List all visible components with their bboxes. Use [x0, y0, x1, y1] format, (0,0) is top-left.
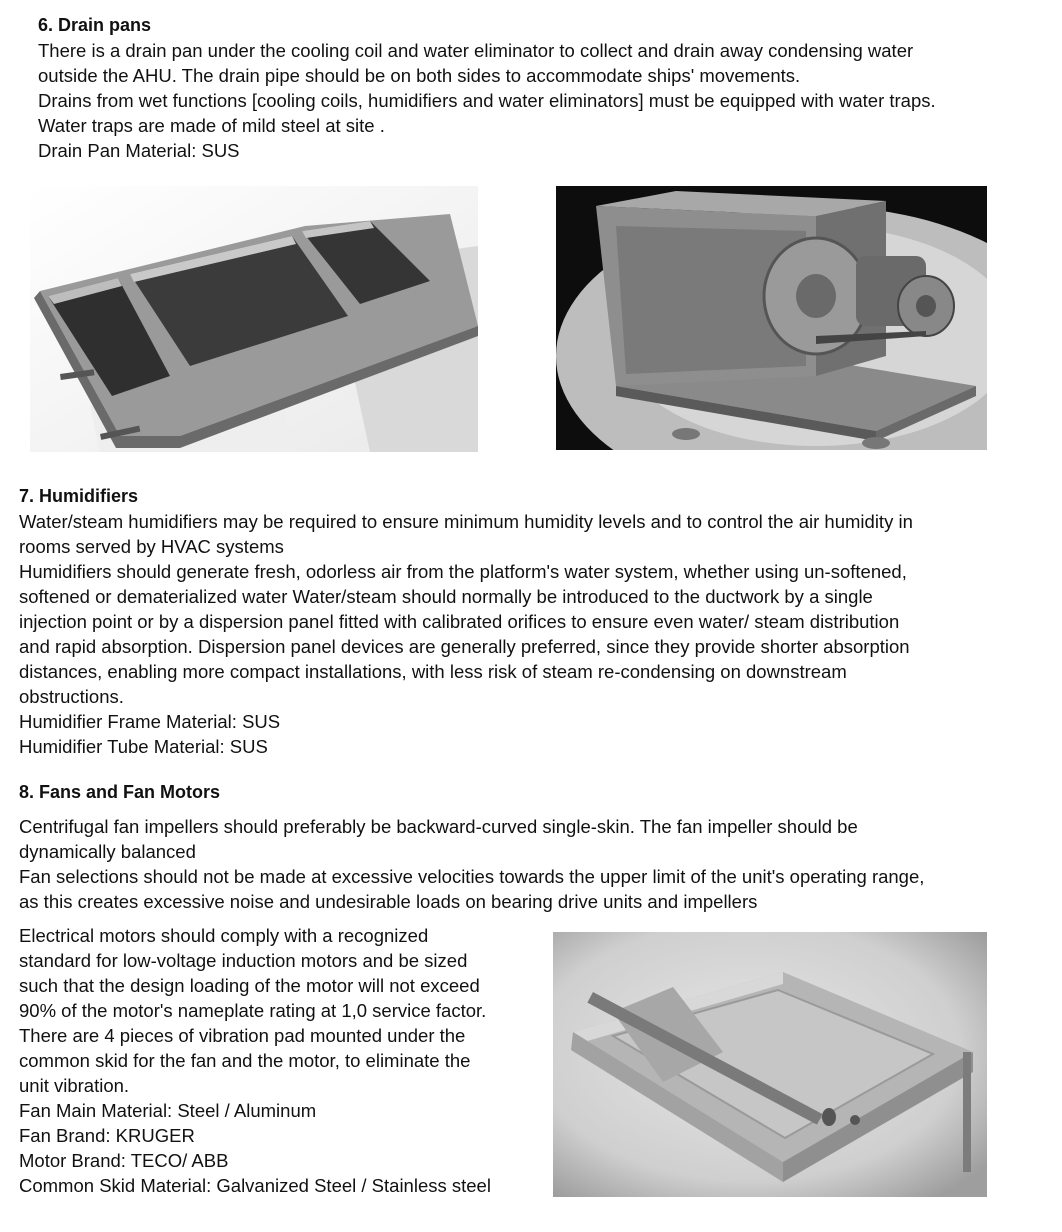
paragraph-line: as this creates excessive noise and undesirable loads on bearing drive units and impellers — [19, 891, 758, 912]
paragraph-line: Electrical motors should comply with a recognized — [19, 925, 429, 946]
paragraph-line: Fan Main Material: Steel / Aluminum — [19, 1100, 317, 1121]
paragraph-line: injection point or by a dispersion panel fitted with calibrated orifices to ensure even water/ steam distribution — [19, 611, 900, 632]
drain-pan-figure — [30, 186, 478, 452]
fan-motor-figure — [556, 186, 987, 450]
paragraph-line: Centrifugal fan impellers should preferably be backward-curved single-skin. The fan impeller should be — [19, 816, 858, 837]
paragraph-line: There are 4 pieces of vibration pad mounted under the — [19, 1025, 466, 1046]
paragraph-line: Fan selections should not be made at excessive velocities towards the upper limit of the unit's operating range, — [19, 866, 925, 887]
paragraph-line: There is a drain pan under the cooling coil and water eliminator to collect and drain away condensing water — [38, 40, 914, 61]
paragraph-line: Humidifier Tube Material: SUS — [19, 736, 268, 757]
section-7-title: 7. Humidifiers — [19, 486, 139, 506]
paragraph-line: and rapid absorption. Dispersion panel devices are generally preferred, since they provide shorter absorption — [19, 636, 910, 657]
section-7-body — [19, 509, 913, 759]
paragraph-line: distances, enabling more compact installations, with less risk of steam re-condensing on downstream — [19, 661, 847, 682]
paragraph-line: Drain Pan Material: SUS — [38, 140, 240, 161]
paragraph-line: obstructions. — [19, 686, 124, 707]
paragraph-line: Water traps are made of mild steel at site . — [38, 115, 385, 136]
paragraph-line: outside the AHU. The drain pipe should be on both sides to accommodate ships' movements. — [38, 65, 801, 86]
paragraph-line: softened or dematerialized water Water/steam should normally be introduced to the ductwork by a single — [19, 586, 873, 607]
paragraph-line: Humidifiers should generate fresh, odorless air from the platform's water system, whether using un-softened, — [19, 561, 907, 582]
section-6-title: 6. Drain pans — [38, 15, 152, 35]
paragraph-line: common skid for the fan and the motor, to eliminate the — [19, 1050, 471, 1071]
section-8-title: 8. Fans and Fan Motors — [19, 782, 221, 802]
paragraph-line: unit vibration. — [19, 1075, 130, 1096]
humidifier-tray-figure — [553, 932, 987, 1197]
paragraph-line: dynamically balanced — [19, 841, 196, 862]
paragraph-line: Drains from wet functions [cooling coils, humidifiers and water eliminators] must be equipped with water traps. — [38, 90, 936, 111]
paragraph-line: standard for low-voltage induction motors and be sized — [19, 950, 468, 971]
section-6-body — [38, 38, 936, 163]
paragraph-line: Humidifier Frame Material: SUS — [19, 711, 281, 732]
paragraph-line: such that the design loading of the motor will not exceed — [19, 975, 480, 996]
paragraph-line: rooms served by HVAC systems — [19, 536, 284, 557]
paragraph-line: Motor Brand: TECO/ ABB — [19, 1150, 229, 1171]
paragraph-line: Water/steam humidifiers may be required to ensure minimum humidity levels and to control the air humidity in — [19, 511, 913, 532]
paragraph-line: Fan Brand: KRUGER — [19, 1125, 195, 1146]
paragraph-line: 90% of the motor's nameplate rating at 1,0 service factor. — [19, 1000, 487, 1021]
section-8-body-b — [19, 923, 491, 1198]
section-8-body-a — [19, 814, 924, 914]
paragraph-line: Common Skid Material: Galvanized Steel / Stainless steel — [19, 1175, 491, 1196]
